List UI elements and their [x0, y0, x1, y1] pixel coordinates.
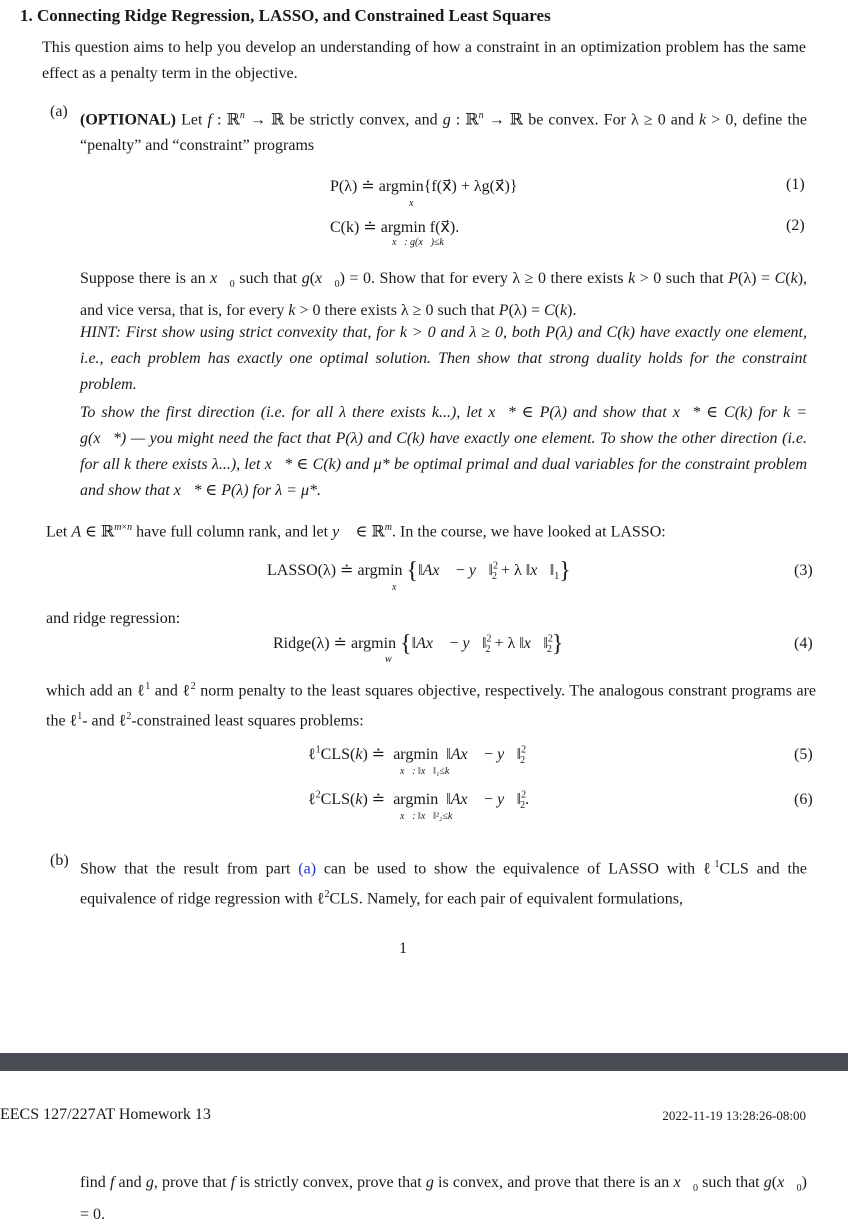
equation-5-number: (5): [794, 746, 813, 763]
part-a-hint: HINT: First show using strict convexity that, for k > 0 and λ ≥ 0, both P(λ) and C(k) have exactly one element, i.e., each problem has exactly one optimal solution. Then show that strong duality holds for the constraint problem.: [80, 324, 807, 393]
part-b-statement: Show that the result from part (a) can be used to show the equivalence of LASSO with ℓ$^1$CLS and the equivalence of ridge regression with ℓ$^2$CLS. Namely, for each pair of equivalent formulations,: [80, 859, 808, 908]
part-a-suppose: Suppose there is an $x⃗_0$ such that $g(x⃗_0) = 0$. Show that for every λ ≥ 0 there exists k > 0 such that P(λ) = C(k), and vice versa, that is, for every k > 0 there exists λ ≥ 0 such that P(λ) = C(k).: [80, 270, 808, 320]
question-intro: This question aims to help you develop an understanding of how a constraint in an optimization problem has the same effect as a penalty term in the objective.: [42, 39, 806, 82]
part-b-continuation: find f and g, prove that f is strictly convex, prove that g is convex, and prove that there is an $x⃗_0$ such that $g(x⃗_0) = 0$.: [80, 1174, 807, 1224]
ridge-intro: and ridge regression:: [46, 610, 181, 627]
equation-3-lhs: LASSO(λ) ≐ argmin: [267, 562, 403, 579]
question-title: Connecting Ridge Regression, LASSO, and Constrained Least Squares: [37, 6, 551, 25]
equation-1-number: (1): [786, 176, 805, 193]
equation-6-number: (6): [794, 791, 813, 808]
equation-4: Ridge(λ) ≐ argmin {‖Ax⃗ − y⃗‖$^2_2$ + λ ‖x⃗‖$^2_2$}: [273, 631, 564, 657]
page-number: 1: [399, 940, 407, 957]
equation-3-number: (3): [794, 562, 813, 579]
hint-label: HINT:: [80, 324, 121, 341]
optional-tag: (OPTIONAL): [80, 111, 176, 129]
equation-5: ℓ$^1$CLS(k) ≐ argmin ‖Ax⃗ − y⃗‖$^2_2$: [308, 744, 527, 767]
equation-4-number: (4): [794, 635, 813, 652]
norm-penalty-paragraph: which add an ℓ$^1$ and ℓ$^2$ norm penalty to the least squares objective, respectively. The analogous constrant programs are the ℓ$^1$- and ℓ$^2$-constrained least squares problems:: [46, 681, 817, 730]
timestamp: 2022-11-19 13:28:26-08:00: [662, 1108, 806, 1123]
part-a-label: (a): [50, 103, 68, 120]
equation-3: LASSO(λ) ≐ argmin {‖Ax⃗ − y⃗‖$^2_2$ + λ $‖x⃗‖_1$}: [267, 558, 571, 584]
lasso-intro: Let A ∈ ℝ$^{m\times n}$ have full column rank, and let y⃗ ∈ ℝ$^m$. In the course, we have looked at LASSO:: [46, 522, 666, 541]
equation-1-subscript: x⃗: [409, 198, 422, 209]
part-a-hint-directions: To show the first direction (i.e. for all λ there exists k...), let x⃗* ∈ P(λ) and show that x⃗* ∈ C(k) for k = g(x⃗*) — you might need the fact that P(λ) and C(k) have exactly one element. To show the other direction (i.e. for all k there exists λ...), let x⃗* ∈ C(k) and μ* be optimal primal and dual variables for the constraint problem and show that x⃗* ∈ P(λ) for λ = μ*.: [80, 404, 808, 499]
question-number: 1.: [20, 6, 33, 25]
equation-2-number: (2): [786, 217, 805, 234]
equation-2: C(k) ≐ argmin f(x⃗).: [330, 219, 460, 236]
equation-4-lhs: Ridge(λ) ≐ argmin: [273, 635, 397, 652]
equation-6-subscript: x⃗: ‖x⃗‖²₂≤k: [400, 811, 453, 822]
equation-4-subscript: w⃗: [385, 654, 400, 665]
equation-3-subscript: x⃗: [392, 582, 405, 593]
equation-6: ℓ$^2$CLS(k) ≐ argmin ‖Ax⃗ − y⃗‖$^2_2$.: [308, 789, 530, 812]
course-header: EECS 127/227AT Homework 13: [0, 1106, 211, 1123]
question-heading: [20, 6, 551, 26]
equation-5-subscript: x⃗: ‖x⃗‖₁≤k: [400, 766, 450, 777]
equation-2-subscript: x⃗: g(x⃗)≤k: [392, 237, 444, 248]
part-a-link[interactable]: (a): [298, 860, 317, 878]
part-b-label: (b): [50, 852, 69, 869]
part-a-statement: (OPTIONAL) Let f : ℝ$^n$ → ℝ be strictly convex, and g : ℝ$^n$ → ℝ be convex. For λ ≥ 0 and k > 0, define the “penalty” and “constraint” programs: [80, 110, 808, 155]
equation-1: P(λ) ≐ argmin{f(x⃗) + λg(x⃗)}: [330, 178, 518, 195]
page-divider: [0, 1053, 848, 1071]
